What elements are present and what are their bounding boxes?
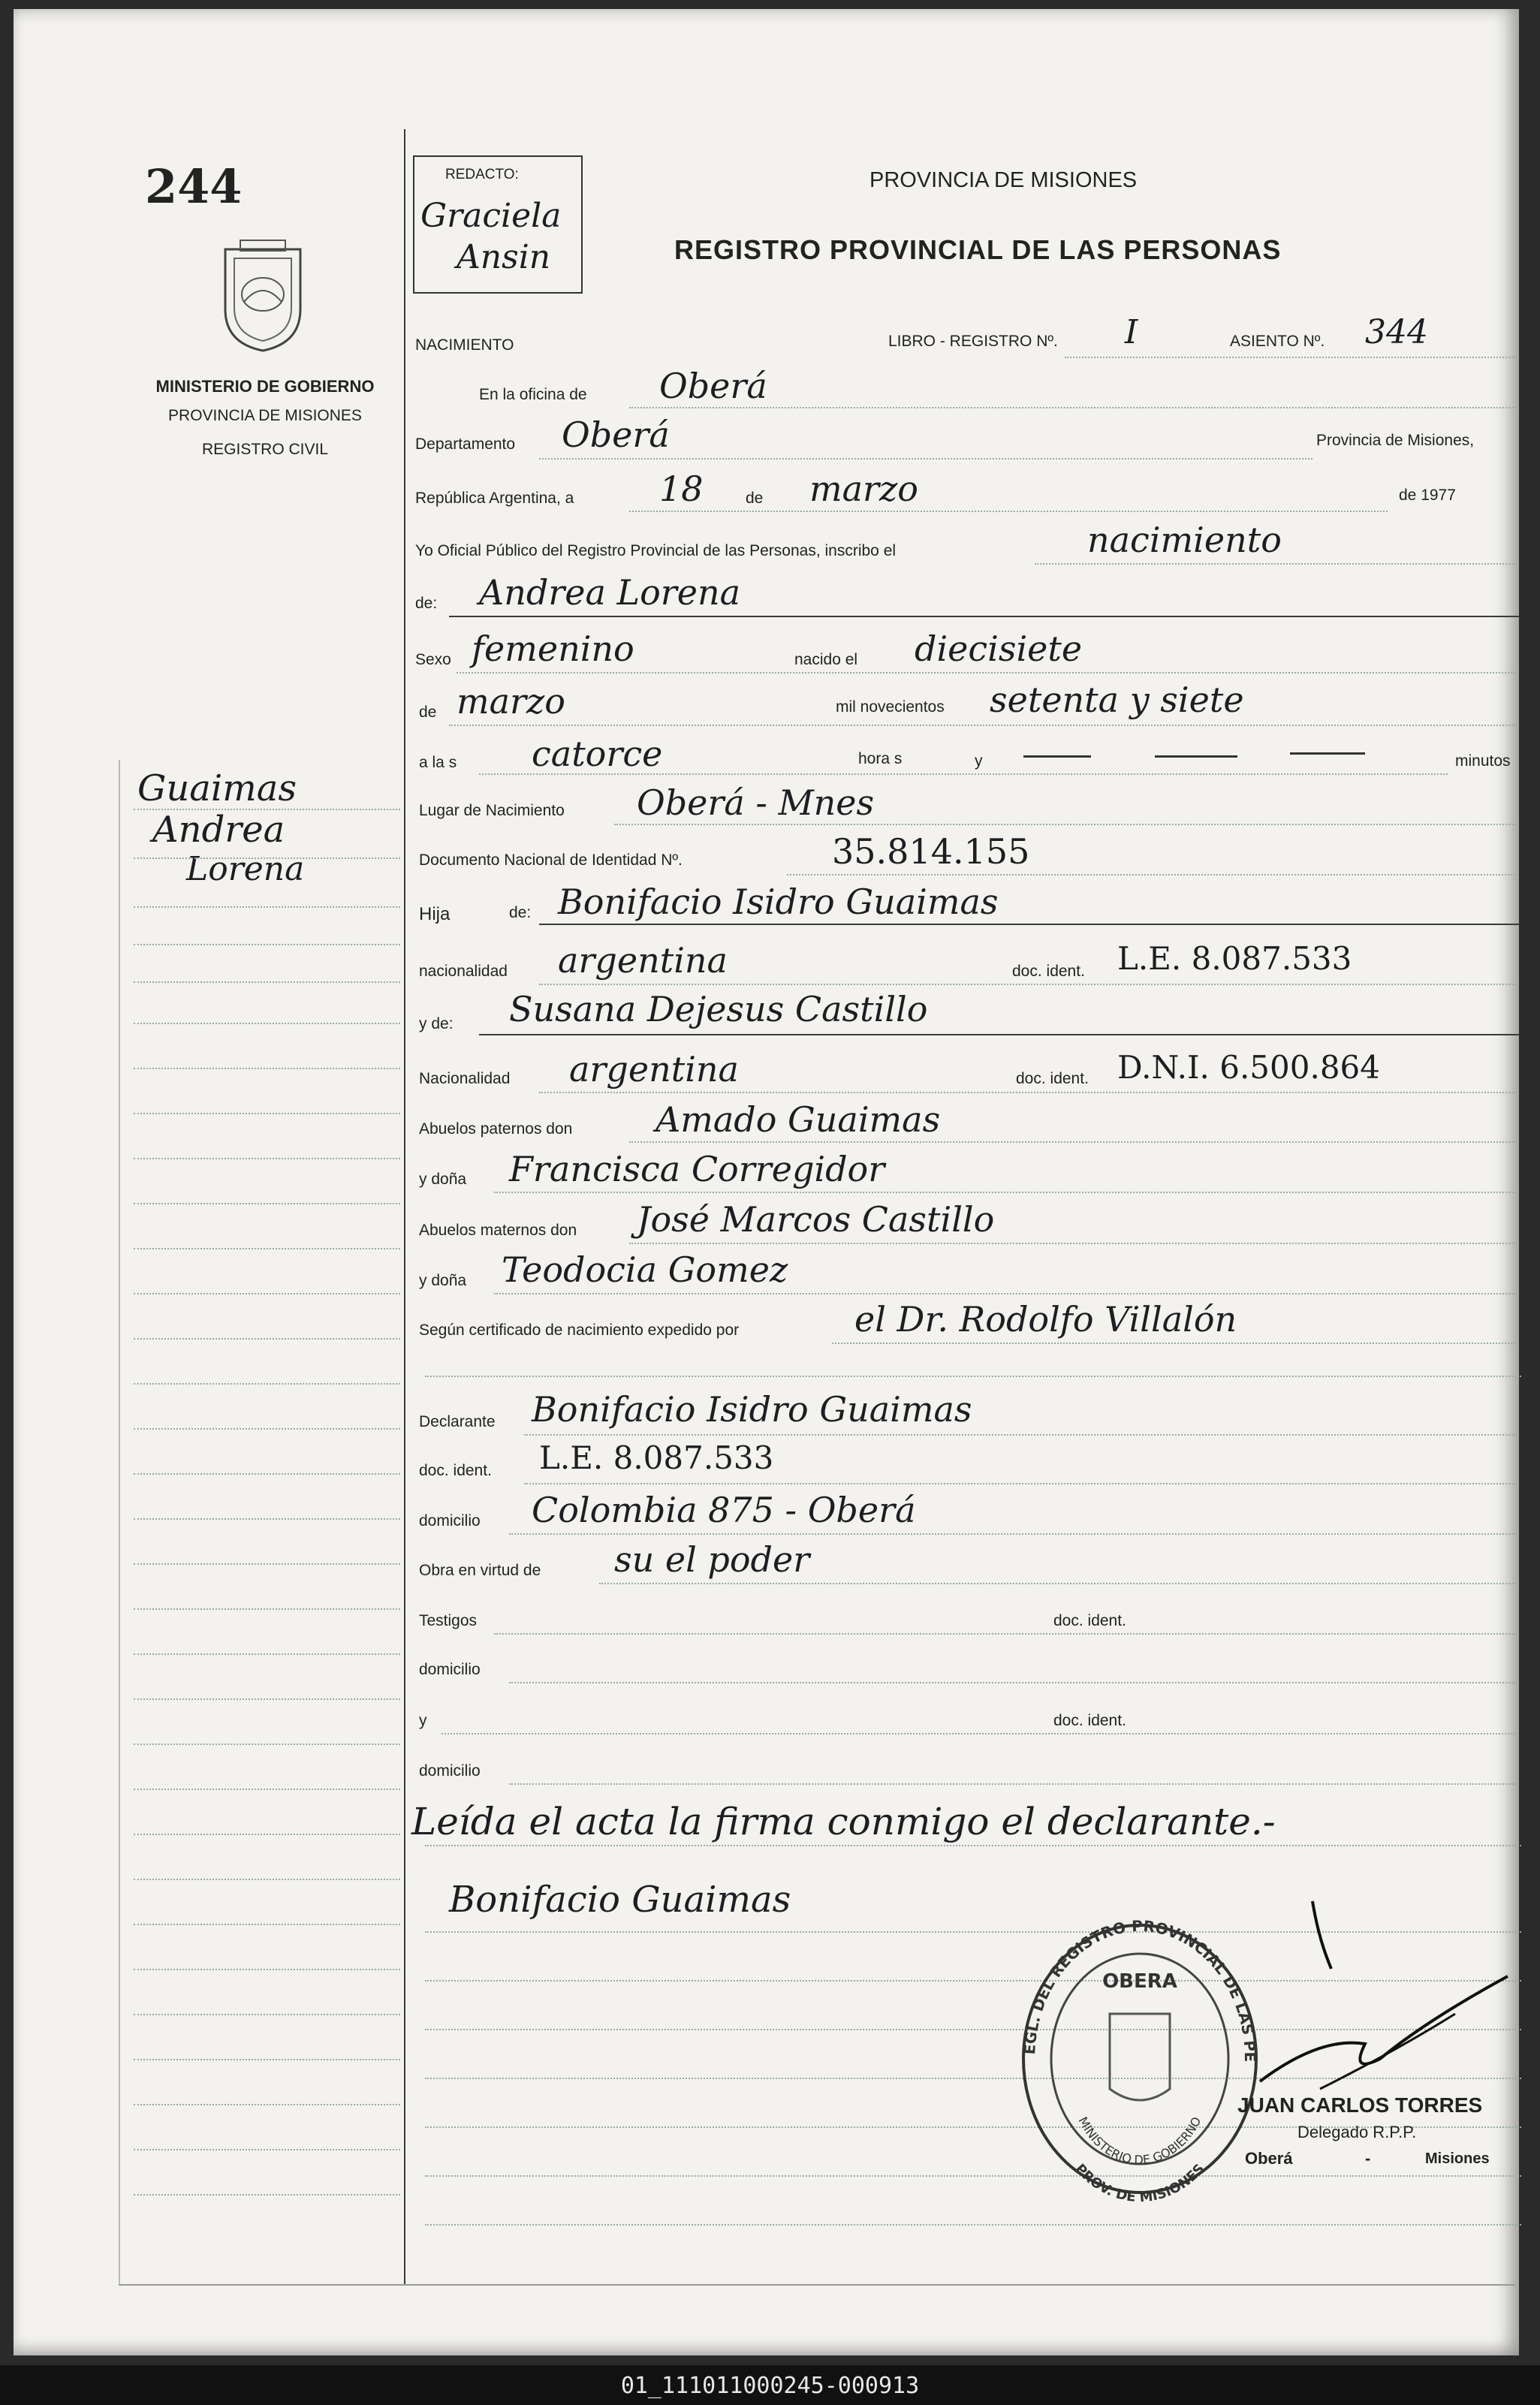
ministry-name: MINISTERIO DE GOBIERNO [155,377,375,396]
decl-doc-value: L.E. 8.087.533 [539,1439,774,1476]
test-doc2-label: doc. ident. [1053,1712,1126,1729]
abuelo-pat: Amado Guaimas [655,1099,941,1140]
margin-rule [134,2104,400,2105]
closing-statement: Leída el acta la firma conmigo el declarante.- [411,1800,1276,1843]
margin-rule [134,1473,400,1475]
province-title: PROVINCIA DE MISIONES [869,168,1138,192]
domicilio-label: domicilio [419,1512,481,1529]
certificado-value: el Dr. Rodolfo Villalón [854,1299,1237,1340]
margin-rule [134,1789,400,1790]
mil-value: setenta y siete [990,680,1244,720]
margin-rule [134,1383,400,1385]
lugar-label: Lugar de Nacimiento [419,802,565,819]
row-rule [457,672,1515,674]
abuelos-pat-label: Abuelos paternos don [419,1120,573,1138]
register-page [14,9,1519,2355]
margin-rule [134,1428,400,1430]
margin-rule [134,1293,400,1294]
libro-label: LIBRO - REGISTRO Nº. [888,333,1058,350]
margin-rule [134,1248,400,1249]
declarant-signature: Bonifacio Guaimas [449,1879,791,1921]
test-dom-label: domicilio [419,1661,481,1678]
row-rule [425,2175,1521,2177]
redacto-name-1: Graciela [420,197,562,235]
redacto-label: REDACTO: [445,167,519,182]
test-doc-label: doc. ident. [1053,1612,1126,1629]
decl-doc-label: doc. ident. [419,1462,492,1479]
day-value: 18 [659,469,704,509]
abuela-mat: Teodocia Gomez [502,1249,788,1290]
de-label: de [746,490,764,507]
row-rule [524,1434,1515,1436]
oficina-value: Oberá [659,366,767,406]
obra-label: Obra en virtud de [419,1562,541,1579]
margin-rule [134,1068,400,1069]
row-rule [449,725,1515,726]
child-name: Andrea Lorena [479,572,741,613]
y-de-label: y de: [419,1015,454,1032]
margin-rule [134,2014,400,2015]
margin-rule [134,1924,400,1925]
left-border [119,760,120,2284]
svg-text:PROV. DE MISIONES [1072,2161,1208,2202]
row-rule [629,1243,1515,1244]
row-rule [629,1141,1515,1143]
row-rule [629,407,1515,408]
margin-rule [134,1608,400,1610]
row-rule [539,984,1515,985]
asiento-label: ASIENTO Nº. [1230,333,1325,350]
hija-label: Hija [419,904,451,924]
margin-rule [134,1969,400,1970]
inscribo-label: Yo Oficial Público del Registro Provincial de las Personas, inscribo el [415,542,897,559]
provincia-suffix: Provincia de Misiones, [1316,432,1475,449]
padre-nac: argentina [558,940,728,981]
nacido-month: marzo [457,681,565,722]
row-rule [1035,563,1515,565]
margin-rule [134,1743,400,1745]
row-rule [479,773,1448,775]
official-province: Misiones [1425,2150,1490,2167]
margin-rule [134,981,400,983]
margin-note-line2: Andrea [152,809,285,851]
margin-rule [134,944,400,945]
oficina-label: En la oficina de [479,386,587,403]
declarante-value: Bonifacio Isidro Guaimas [532,1389,972,1430]
margin-rule [134,1023,400,1024]
minutes-dash [1023,755,1091,758]
abuelos-mat-label: Abuelos maternos don [419,1222,577,1239]
padre-value: Bonifacio Isidro Guaimas [558,882,999,922]
row-rule [787,874,1515,876]
horas-label: hora s [858,750,903,767]
stamp-bottom-text: PROV. DE MISIONES [1071,2161,1208,2202]
lugar-value: Oberá - Mnes [637,782,875,823]
row-rule [524,1483,1515,1484]
official-title: Delegado R.P.P. [1297,2123,1417,2141]
row-rule [494,1192,1515,1193]
row-rule [1065,357,1515,358]
folio-number: 244 [145,159,243,214]
row-rule [599,1583,1515,1584]
alas-label: a la s [419,754,457,771]
departamento-value: Oberá [562,414,670,455]
doc-ident-label: doc. ident. [1012,963,1085,980]
dni-label: Documento Nacional de Identidad Nº. [419,851,683,869]
coat-of-arms-seal [210,234,315,354]
margin-rule [134,1879,400,1880]
mil-label: mil novecientos [836,698,945,716]
obra-value: su el poder [614,1539,810,1580]
registry-title: REGISTRO PROVINCIAL DE LAS PERSONAS [674,234,1282,265]
test-y-label: y [419,1712,427,1729]
nacido-label: nacido el [794,651,858,668]
row-rule [629,511,1388,512]
registry-left: REGISTRO CIVIL [201,441,329,458]
row-rule [832,1343,1515,1344]
name-underline [449,616,1519,617]
margin-rule [134,906,400,908]
madre-underline [479,1034,1519,1035]
sexo-value: femenino [472,628,634,669]
republica-label: República Argentina, a [415,490,574,507]
hora-value: catorce [532,734,663,774]
year-label: de 1977 [1399,487,1456,504]
padre-doc: L.E. 8.087.533 [1117,940,1352,977]
test-dom2-label: domicilio [419,1762,481,1780]
margin-rule [134,1158,400,1159]
official-name: JUAN CARLOS TORRES [1237,2093,1483,2117]
minutos-label: minutos [1455,752,1511,770]
margin-rule [134,1698,400,1700]
official-stamp [1012,1916,1267,2202]
row-rule [494,1293,1515,1294]
row-rule [539,1092,1515,1093]
margin-rule [134,1653,400,1655]
abuela-pat: Francisca Corregidor [509,1149,885,1189]
minutes-dash [1155,755,1237,758]
month-value: marzo [809,469,918,509]
row-rule [425,1845,1521,1846]
margin-rule [134,809,400,810]
madre-value: Susana Dejesus Castillo [509,989,928,1029]
row-rule [614,824,1515,825]
inscribo-value: nacimiento [1087,520,1282,560]
margin-rule [134,1834,400,1835]
certificado-label: Según certificado de nacimiento expedido por [419,1322,740,1339]
bottom-border [119,2284,1515,2286]
row-rule [425,1376,1521,1377]
de2-label: de [419,704,437,721]
padre-underline [539,924,1519,925]
declarante-label: Declarante [419,1413,496,1430]
nacionalidad2-label: Nacionalidad [419,1070,511,1087]
testigos-label: Testigos [419,1612,478,1629]
doc-ident2-label: doc. ident. [1016,1070,1089,1087]
nacionalidad-label: nacionalidad [419,963,508,980]
madre-nac: argentina [569,1049,739,1089]
y-dona-label: y doña [419,1171,467,1188]
province-left: PROVINCIA DE MISIONES [168,407,362,424]
margin-rule [134,2059,400,2060]
margin-rule [134,1338,400,1340]
footer-code: 01_111011000245-000913 [620,2373,920,2399]
stamp-city: OBERA [1102,1970,1177,1993]
sexo-label: Sexo [415,651,451,668]
svg-text:MINISTERIO DE GOBIERNO [1076,2114,1204,2167]
de-name-label: de: [415,595,438,612]
redacto-name-2: Ansin [457,238,551,276]
asiento-value: 344 [1365,313,1428,351]
margin-rule [134,1518,400,1520]
margin-rule [134,2149,400,2150]
stamp-inner-text: MINISTERIO DE GOBIERNO [1075,2114,1204,2168]
official-dash: - [1365,2149,1371,2168]
row-rule [494,1633,1515,1635]
domicilio-value: Colombia 875 - Oberá [532,1490,916,1530]
hija-de-label: de: [509,904,532,921]
row-rule [425,2224,1521,2226]
margin-rule [134,1203,400,1204]
y-dona2-label: y doña [419,1272,467,1289]
dni-value: 35.814.155 [832,831,1030,872]
record-type: NACIMIENTO [415,336,514,354]
row-rule [509,1682,1515,1683]
y-label: y [975,752,983,770]
row-rule [442,1733,1515,1734]
margin-rule [134,1113,400,1114]
minutes-dash [1290,752,1365,755]
official-place: Oberá [1245,2149,1293,2168]
libro-value: I [1125,313,1138,351]
official-signature [1230,1886,1515,2111]
nacido-value: diecisiete [915,628,1083,669]
margin-note-line1: Guaimas [137,767,297,809]
margin-divider [404,129,405,2284]
row-rule [539,458,1312,460]
margin-rule [134,857,400,859]
row-rule [509,1533,1515,1535]
departamento-label: Departamento [415,435,516,453]
abuelo-mat: José Marcos Castillo [637,1199,995,1240]
madre-doc: D.N.I. 6.500.864 [1117,1049,1380,1086]
stamp-outer-text: EGL. DEL REGISTRO PROVINCIAL DE LAS PE [1020,1916,1260,2063]
margin-rule [134,2194,400,2196]
row-rule [509,1783,1515,1785]
margin-note-line3: Lorena [186,850,305,888]
margin-rule [134,1563,400,1565]
